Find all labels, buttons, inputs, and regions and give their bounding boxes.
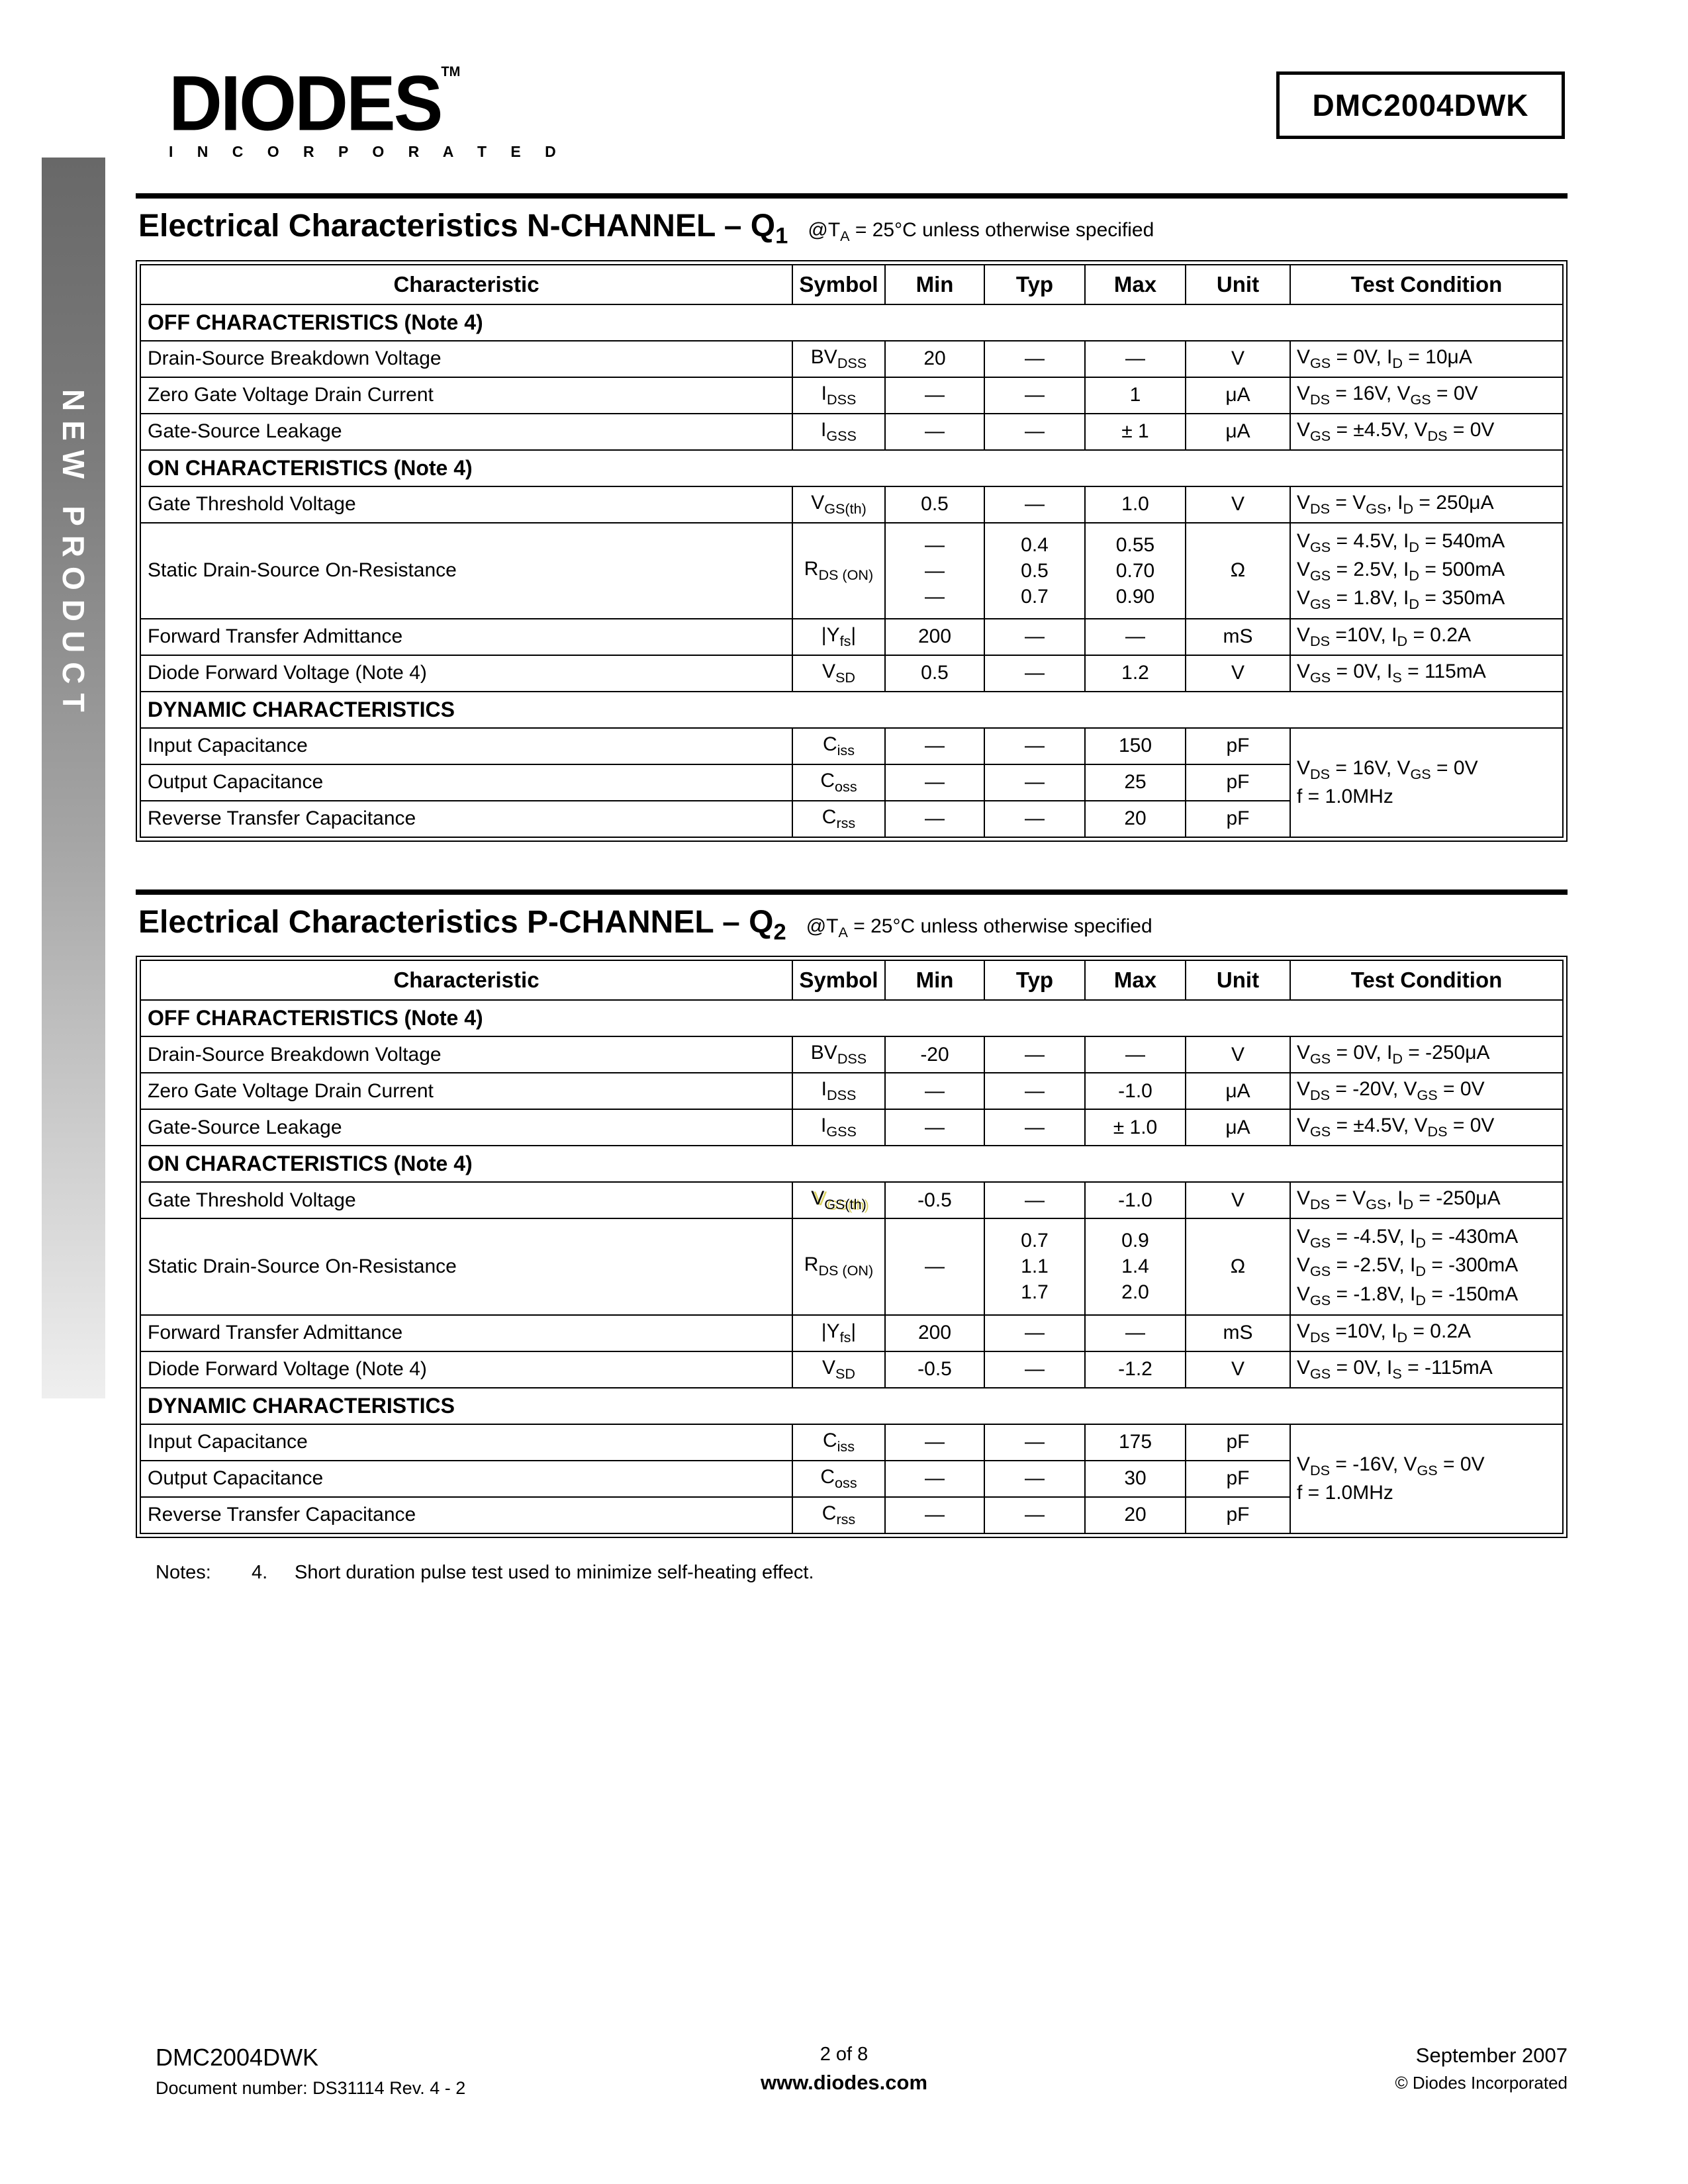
min-cell: —: [885, 764, 984, 801]
condition-cell: $V_{GS} = -4.5V$, $I_D = -430mA$ $V_{GS} = -2.5V$, $I_D = -300mA$ $V_{GS} = -1.8V$, $I_D = -150mA$: [1290, 1218, 1563, 1314]
condition-cell: $V_{DS} =10V$, $I_D = 0.2A$: [1290, 1315, 1563, 1351]
condition-cell: $V_{GS} = 4.5V$, $I_D = 540mA$ $V_{GS} = 2.5V$, $I_D = 500mA$ $V_{GS} = 1.8V$, $I_D = 350mA$: [1290, 523, 1563, 619]
section-row: [140, 304, 1563, 341]
table-row: [140, 1182, 1563, 1218]
min-cell: —: [885, 1073, 984, 1109]
min-cell: 200: [885, 1315, 984, 1351]
max-cell: -1.0: [1085, 1073, 1186, 1109]
condition-cell: $V_{GS} = 0V$, $I_D = 10\mu A$: [1290, 341, 1563, 377]
condition-cell: $V_{DS} = -20V$, $V_{GS} = 0V$: [1290, 1073, 1563, 1109]
typ-cell: 0.4 0.5 0.7: [984, 523, 1085, 619]
footer-page-number: 2 of 8: [820, 2044, 868, 2065]
characteristic-cell: Diode Forward Voltage (Note 4): [140, 1351, 792, 1388]
table-row: [140, 523, 1563, 619]
column-header: Test Condition: [1290, 265, 1563, 304]
table-row: [140, 1036, 1563, 1073]
section-row: [140, 692, 1563, 728]
symbol-cell: $BV_{DSS}$: [792, 341, 885, 377]
unit-cell: V: [1186, 486, 1290, 523]
typ-cell: 0.7 1.1 1.7: [984, 1218, 1085, 1314]
p-channel-title-row: [138, 904, 1568, 946]
table-row: [140, 1218, 1563, 1314]
min-cell: -0.5: [885, 1182, 984, 1218]
note-text: Short duration pulse test used to minimize self-heating effect.: [295, 1561, 814, 1583]
section-title: Electrical Characteristics N-CHANNEL – $Q_1$: [138, 208, 788, 249]
characteristic-cell: Input Capacitance: [140, 728, 792, 764]
diodes-logo-incorporated: I N C O R P O R A T E D: [169, 143, 566, 160]
page-content: [136, 193, 1568, 1584]
symbol-cell: $C_{rss}$: [792, 1497, 885, 1533]
section-row: [140, 1388, 1563, 1424]
section-row: [140, 1146, 1563, 1182]
column-header: Symbol: [792, 960, 885, 1000]
table-row: [140, 414, 1563, 450]
footer-website-link[interactable]: www.diodes.com: [760, 2071, 928, 2094]
unit-cell: pF: [1186, 764, 1290, 801]
typ-cell: —: [984, 1315, 1085, 1351]
unit-cell: μA: [1186, 1109, 1290, 1146]
min-cell: —: [885, 1497, 984, 1533]
characteristic-cell: Drain-Source Breakdown Voltage: [140, 341, 792, 377]
characteristic-cell: Reverse Transfer Capacitance: [140, 801, 792, 837]
notes-label: Notes:: [156, 1561, 211, 1583]
unit-cell: V: [1186, 341, 1290, 377]
column-header: Max: [1085, 960, 1186, 1000]
typ-cell: —: [984, 801, 1085, 837]
min-cell: 0.5: [885, 655, 984, 692]
max-cell: ± 1.0: [1085, 1109, 1186, 1146]
typ-cell: —: [984, 655, 1085, 692]
new-product-banner-text: NEW PRODUCT: [56, 389, 91, 721]
characteristic-cell: Drain-Source Breakdown Voltage: [140, 1036, 792, 1073]
footer-part-number: DMC2004DWK: [156, 2044, 319, 2071]
part-number: DMC2004DWK: [1312, 88, 1529, 122]
condition-cell: $V_{DS} = 16V$, $V_{GS} = 0V$: [1290, 377, 1563, 414]
unit-cell: pF: [1186, 801, 1290, 837]
section-rule: [136, 193, 1568, 199]
max-cell: -1.0: [1085, 1182, 1186, 1218]
section-rule: [136, 889, 1568, 895]
unit-cell: pF: [1186, 1461, 1290, 1497]
section-label: ON CHARACTERISTICS (Note 4): [140, 1146, 1563, 1182]
symbol-cell: $|Y_{fs}|$: [792, 619, 885, 655]
symbol-cell: $V_{GS(th)}$: [792, 486, 885, 523]
table-header-row: [140, 265, 1563, 304]
typ-cell: —: [984, 1036, 1085, 1073]
typ-cell: —: [984, 1182, 1085, 1218]
typ-cell: —: [984, 1109, 1085, 1146]
condition-cell: $V_{GS} = 0V$, $I_S = 115mA$: [1290, 655, 1563, 692]
diodes-logo-text: DIODES: [169, 60, 442, 147]
condition-cell: $V_{DS} = -16V$, $V_{GS} = 0V$ f = 1.0MHz: [1290, 1424, 1563, 1533]
characteristic-cell: Static Drain-Source On-Resistance: [140, 1218, 792, 1314]
symbol-cell: $V_{SD}$: [792, 1351, 885, 1388]
symbol-cell: $BV_{DSS}$: [792, 1036, 885, 1073]
symbol-cell: $V_{GS(th)}$: [792, 1182, 885, 1218]
max-cell: 175: [1085, 1424, 1186, 1461]
typ-cell: —: [984, 1424, 1085, 1461]
table-row: [140, 341, 1563, 377]
symbol-cell: $I_{DSS}$: [792, 377, 885, 414]
footer-copyright: © Diodes Incorporated: [1395, 2073, 1568, 2093]
min-cell: —: [885, 1424, 984, 1461]
max-cell: —: [1085, 1036, 1186, 1073]
max-cell: 0.55 0.70 0.90: [1085, 523, 1186, 619]
footer-date: September 2007: [1415, 2044, 1568, 2067]
column-header: Characteristic: [140, 265, 792, 304]
symbol-cell: $C_{iss}$: [792, 728, 885, 764]
unit-cell: μA: [1186, 1073, 1290, 1109]
column-header: Test Condition: [1290, 960, 1563, 1000]
symbol-cell: $C_{iss}$: [792, 1424, 885, 1461]
condition-cell: $V_{DS} = V_{GS}$, $I_D = -250\mu A$: [1290, 1182, 1563, 1218]
max-cell: 20: [1085, 801, 1186, 837]
condition-cell: $V_{GS} = \pm 4.5V$, $V_{DS} = 0V$: [1290, 1109, 1563, 1146]
section-label: ON CHARACTERISTICS (Note 4): [140, 450, 1563, 486]
max-cell: —: [1085, 619, 1186, 655]
unit-cell: μA: [1186, 377, 1290, 414]
p-channel-table: [140, 960, 1564, 1533]
column-header: Min: [885, 960, 984, 1000]
section-subtitle: $@T_A = 25^\circ C$ unless otherwise specified: [808, 219, 1154, 244]
footer-document-number: Document number: DS31114 Rev. 4 - 2: [156, 2078, 466, 2098]
footer-right: [1395, 2044, 1568, 2093]
characteristic-cell: Gate-Source Leakage: [140, 1109, 792, 1146]
max-cell: 1: [1085, 377, 1186, 414]
diodes-logo-wordmark: [169, 60, 480, 147]
min-cell: —: [885, 1461, 984, 1497]
column-header: Typ: [984, 265, 1085, 304]
column-header: Characteristic: [140, 960, 792, 1000]
min-cell: —: [885, 801, 984, 837]
unit-cell: pF: [1186, 1497, 1290, 1533]
condition-cell: $V_{GS} = 0V$, $I_S = -115mA$: [1290, 1351, 1563, 1388]
section-subtitle: $@T_A = 25^\circ C$ unless otherwise specified: [806, 915, 1152, 940]
section-label: OFF CHARACTERISTICS (Note 4): [140, 304, 1563, 341]
typ-cell: —: [984, 377, 1085, 414]
table-row: [140, 377, 1563, 414]
characteristic-cell: Diode Forward Voltage (Note 4): [140, 655, 792, 692]
min-cell: — — —: [885, 523, 984, 619]
typ-cell: —: [984, 341, 1085, 377]
min-cell: —: [885, 377, 984, 414]
unit-cell: V: [1186, 655, 1290, 692]
characteristic-cell: Reverse Transfer Capacitance: [140, 1497, 792, 1533]
unit-cell: mS: [1186, 1315, 1290, 1351]
min-cell: —: [885, 414, 984, 450]
unit-cell: μA: [1186, 414, 1290, 450]
table-row: [140, 728, 1563, 764]
n-channel-table-box: [136, 260, 1568, 842]
n-channel-table: [140, 264, 1564, 838]
table-header-row: [140, 960, 1563, 1000]
page-footer: [0, 2044, 1688, 2116]
section-row: [140, 1000, 1563, 1036]
symbol-cell: $V_{SD}$: [792, 655, 885, 692]
section-row: [140, 450, 1563, 486]
symbol-cell: $C_{rss}$: [792, 801, 885, 837]
max-cell: 20: [1085, 1497, 1186, 1533]
unit-cell: mS: [1186, 619, 1290, 655]
unit-cell: V: [1186, 1351, 1290, 1388]
column-header: Unit: [1186, 265, 1290, 304]
typ-cell: —: [984, 1073, 1085, 1109]
table-row: [140, 1073, 1563, 1109]
characteristic-cell: Forward Transfer Admittance: [140, 619, 792, 655]
characteristic-cell: Gate Threshold Voltage: [140, 1182, 792, 1218]
table-row: [140, 1315, 1563, 1351]
unit-cell: V: [1186, 1036, 1290, 1073]
typ-cell: —: [984, 414, 1085, 450]
table-row: [140, 655, 1563, 692]
p-channel-section: [136, 889, 1568, 1538]
column-header: Symbol: [792, 265, 885, 304]
table-row: [140, 1351, 1563, 1388]
characteristic-cell: Static Drain-Source On-Resistance: [140, 523, 792, 619]
table-row: [140, 486, 1563, 523]
column-header: Typ: [984, 960, 1085, 1000]
table-row: [140, 619, 1563, 655]
symbol-cell: $R_{DS (ON)}$: [792, 523, 885, 619]
min-cell: 0.5: [885, 486, 984, 523]
condition-cell: $V_{DS} =10V$, $I_D = 0.2A$: [1290, 619, 1563, 655]
section-label: OFF CHARACTERISTICS (Note 4): [140, 1000, 1563, 1036]
symbol-cell: $|Y_{fs}|$: [792, 1315, 885, 1351]
max-cell: —: [1085, 341, 1186, 377]
unit-cell: pF: [1186, 1424, 1290, 1461]
max-cell: -1.2: [1085, 1351, 1186, 1388]
characteristic-cell: Zero Gate Voltage Drain Current: [140, 377, 792, 414]
symbol-cell: $C_{oss}$: [792, 1461, 885, 1497]
typ-cell: —: [984, 1351, 1085, 1388]
unit-cell: V: [1186, 1182, 1290, 1218]
symbol-cell: $R_{DS (ON)}$: [792, 1218, 885, 1314]
column-header: Min: [885, 265, 984, 304]
characteristic-cell: Gate Threshold Voltage: [140, 486, 792, 523]
max-cell: 1.0: [1085, 486, 1186, 523]
typ-cell: —: [984, 1461, 1085, 1497]
section-title: Electrical Characteristics P-CHANNEL – $Q_2$: [138, 904, 786, 945]
new-product-banner: [42, 158, 105, 1398]
n-channel-section: [136, 193, 1568, 842]
characteristic-cell: Input Capacitance: [140, 1424, 792, 1461]
condition-cell: $V_{GS} = 0V$, $I_D = -250\mu A$: [1290, 1036, 1563, 1073]
max-cell: 150: [1085, 728, 1186, 764]
max-cell: —: [1085, 1315, 1186, 1351]
min-cell: —: [885, 1218, 984, 1314]
trademark-symbol: TM: [441, 64, 461, 80]
column-header: Max: [1085, 265, 1186, 304]
p-channel-table-box: [136, 956, 1568, 1537]
characteristic-cell: Gate-Source Leakage: [140, 414, 792, 450]
condition-cell: $V_{DS} = V_{GS}$, $I_D = 250\mu A$: [1290, 486, 1563, 523]
diodes-logo: [169, 60, 566, 161]
characteristic-cell: Zero Gate Voltage Drain Current: [140, 1073, 792, 1109]
min-cell: -0.5: [885, 1351, 984, 1388]
note-number: 4.: [252, 1561, 268, 1583]
characteristic-cell: Forward Transfer Admittance: [140, 1315, 792, 1351]
symbol-cell: $C_{oss}$: [792, 764, 885, 801]
table-row: [140, 1424, 1563, 1461]
unit-cell: Ω: [1186, 523, 1290, 619]
symbol-cell: $I_{GSS}$: [792, 414, 885, 450]
table-row: [140, 1109, 1563, 1146]
max-cell: 30: [1085, 1461, 1186, 1497]
characteristic-cell: Output Capacitance: [140, 764, 792, 801]
min-cell: -20: [885, 1036, 984, 1073]
part-number-box: [1276, 71, 1565, 139]
section-label: DYNAMIC CHARACTERISTICS: [140, 1388, 1563, 1424]
max-cell: ± 1: [1085, 414, 1186, 450]
characteristic-cell: Output Capacitance: [140, 1461, 792, 1497]
unit-cell: Ω: [1186, 1218, 1290, 1314]
min-cell: 200: [885, 619, 984, 655]
typ-cell: —: [984, 486, 1085, 523]
max-cell: 25: [1085, 764, 1186, 801]
max-cell: 0.9 1.4 2.0: [1085, 1218, 1186, 1314]
typ-cell: —: [984, 728, 1085, 764]
typ-cell: —: [984, 764, 1085, 801]
symbol-cell: $I_{GSS}$: [792, 1109, 885, 1146]
column-header: Unit: [1186, 960, 1290, 1000]
min-cell: —: [885, 1109, 984, 1146]
condition-cell: $V_{GS} = \pm 4.5V$, $V_{DS} = 0V$: [1290, 414, 1563, 450]
unit-cell: pF: [1186, 728, 1290, 764]
section-label: DYNAMIC CHARACTERISTICS: [140, 692, 1563, 728]
typ-cell: —: [984, 619, 1085, 655]
n-channel-title-row: [138, 208, 1568, 250]
notes: [156, 1562, 1568, 1584]
condition-cell: $V_{DS} = 16V$, $V_{GS} = 0V$ f = 1.0MHz: [1290, 728, 1563, 837]
max-cell: 1.2: [1085, 655, 1186, 692]
min-cell: —: [885, 728, 984, 764]
symbol-cell: $I_{DSS}$: [792, 1073, 885, 1109]
min-cell: 20: [885, 341, 984, 377]
typ-cell: —: [984, 1497, 1085, 1533]
